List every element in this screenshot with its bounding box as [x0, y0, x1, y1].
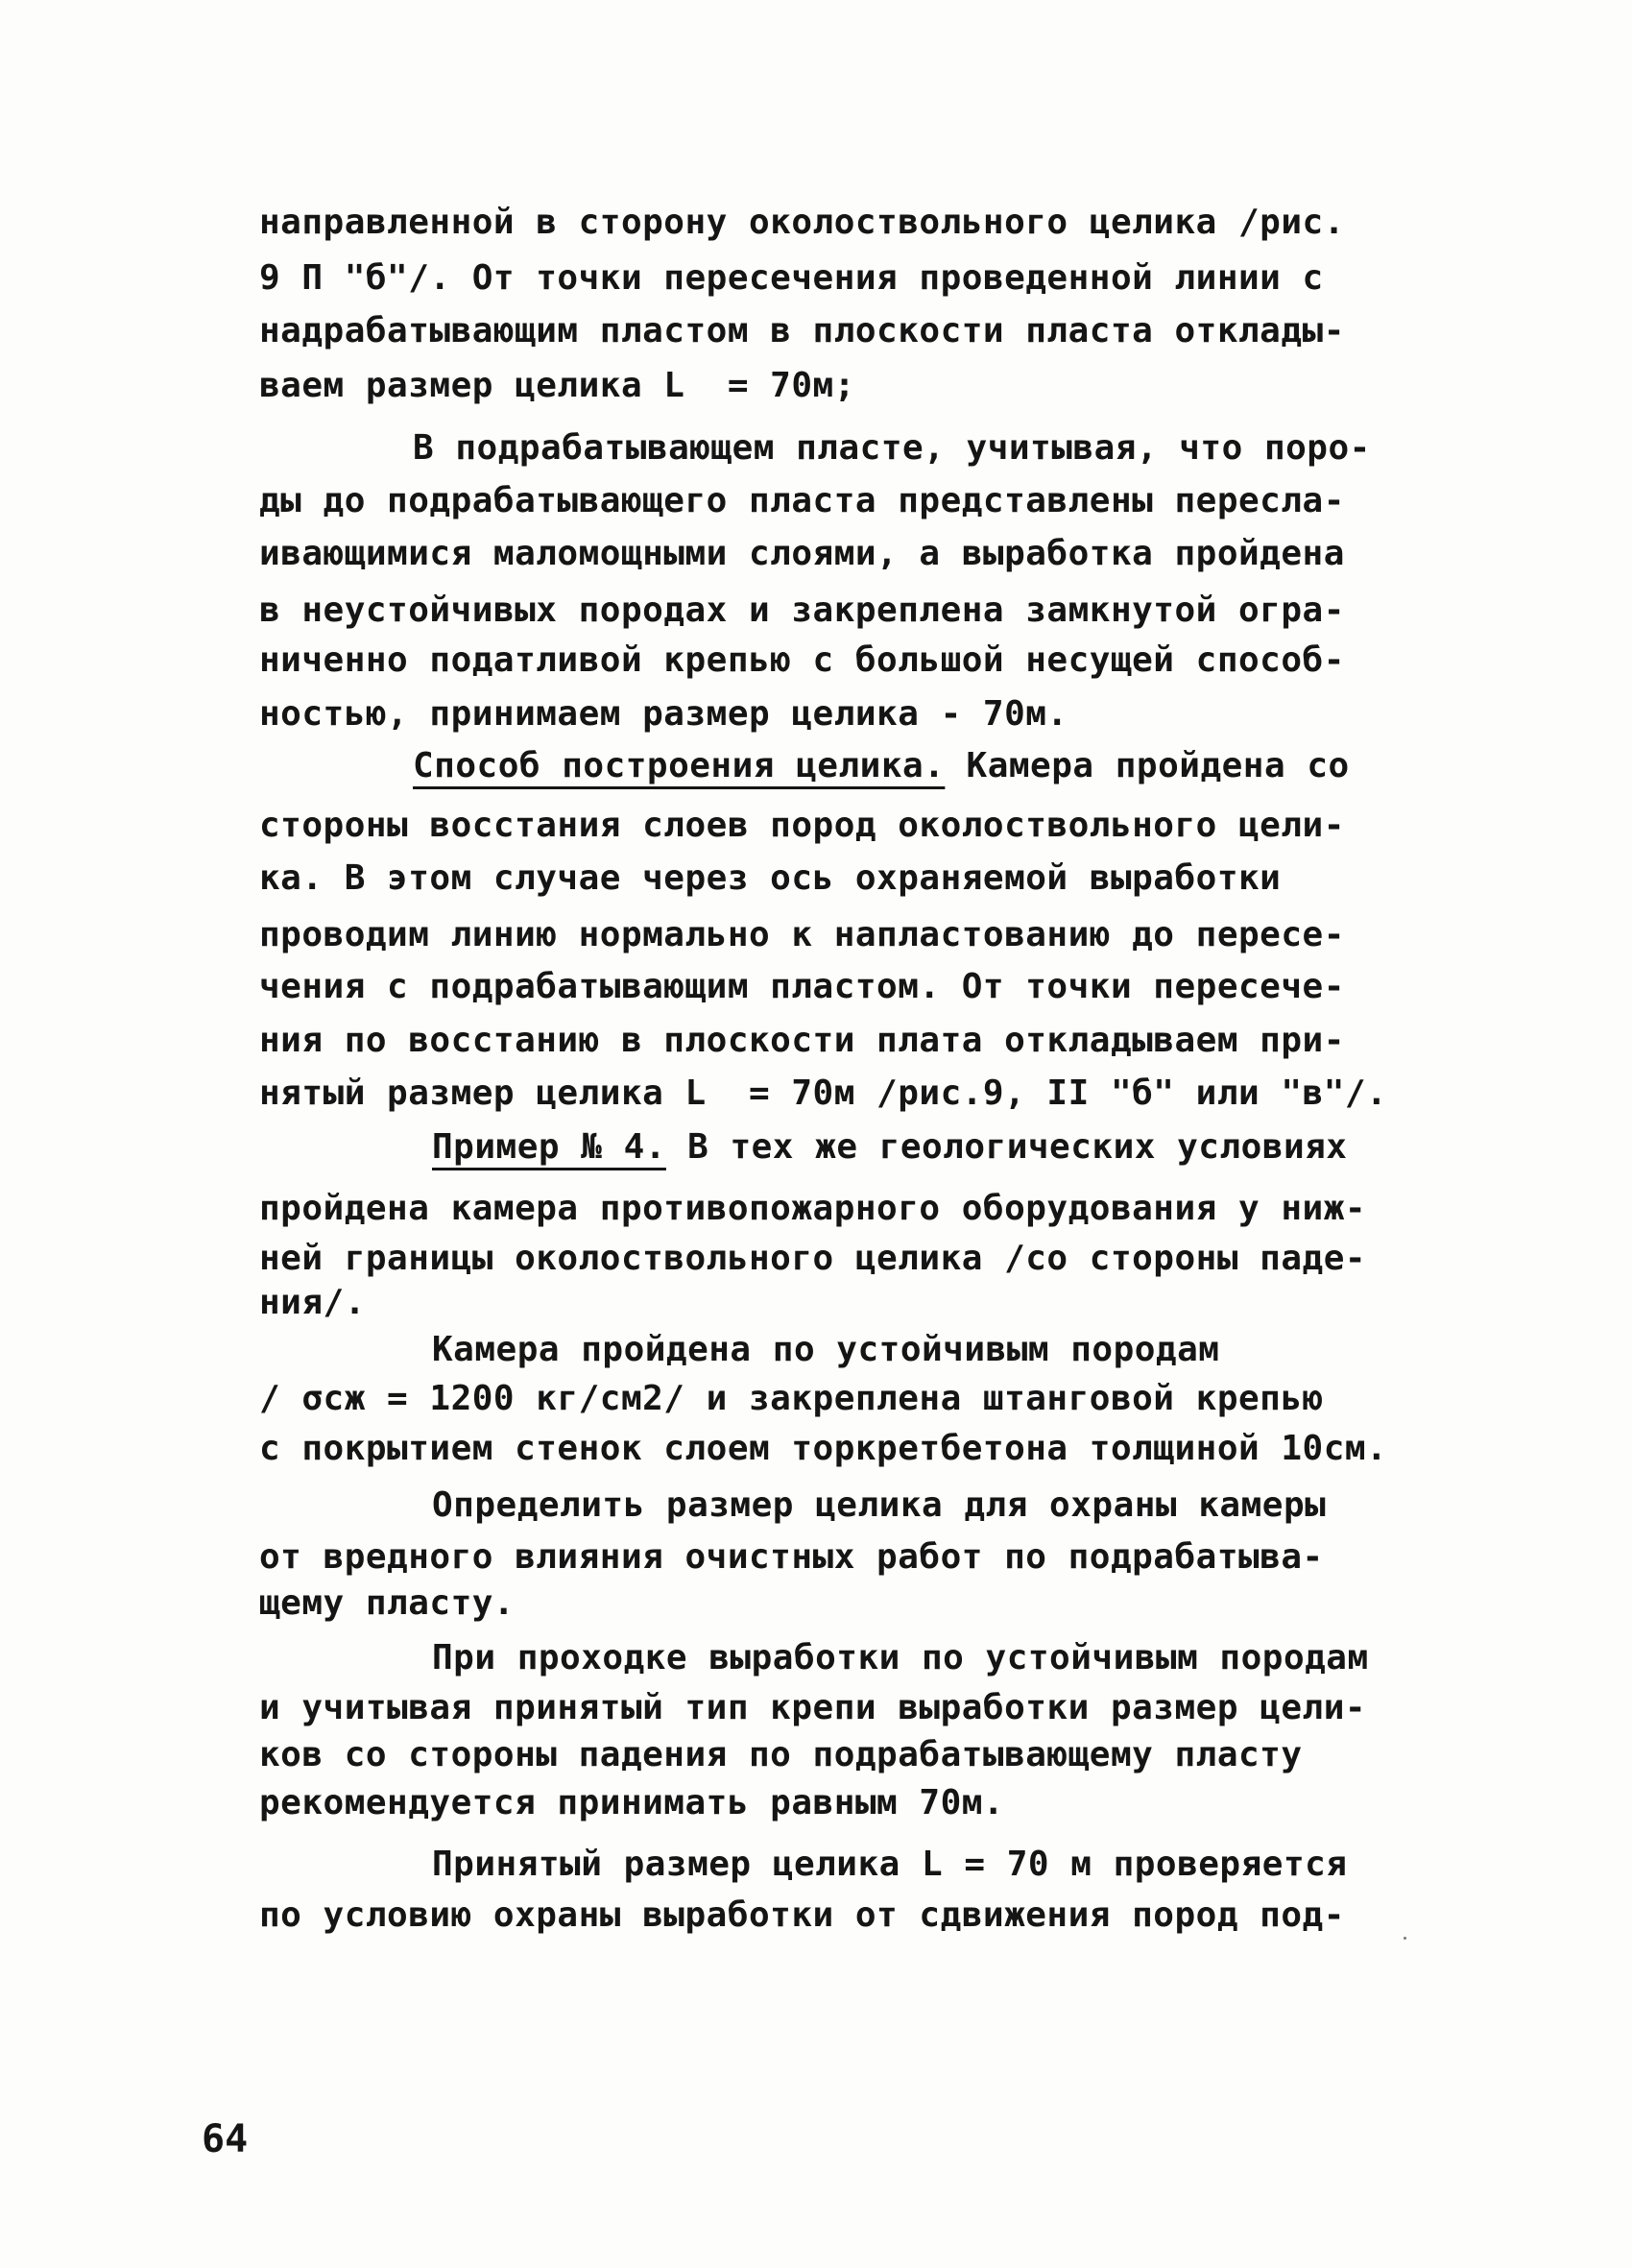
text-line: ностью, принимаем размер целика - 70м. — [259, 694, 1068, 734]
text-line: ивающимися маломощными слоями, а выработка пройдена — [259, 534, 1345, 573]
text-line: щему пласту. — [259, 1583, 516, 1623]
text-line: Определить размер целика для охраны камеры — [432, 1485, 1327, 1525]
text-line: ней границы околоствольного целика /со стороны паде- — [259, 1239, 1367, 1278]
text-line: от вредного влияния очистных работ по подрабатыва- — [259, 1537, 1324, 1577]
text-line: / σсж = 1200 кг/см2/ и закреплена штанговой крепью — [259, 1379, 1324, 1418]
text-line — [432, 1126, 1347, 1169]
text-line: пройдена камера противопожарного оборудования у ниж- — [259, 1189, 1367, 1228]
section-heading: Способ построения целика. — [413, 746, 946, 785]
text-line: ваем размер целика L = 70м; — [259, 366, 855, 405]
page-number: 64 — [202, 2117, 249, 2161]
text-line: по условию охраны выработки от сдвижения пород под- — [259, 1895, 1345, 1935]
text-line: рекомендуется принимать равным 70м. — [259, 1783, 1005, 1822]
text-segment: Камера пройдена со — [945, 746, 1350, 785]
text-line: Камера пройдена по устойчивым породам — [432, 1330, 1220, 1369]
text-line: ния по восстанию в плоскости плата откладываем при- — [259, 1021, 1345, 1060]
text-line — [413, 745, 1350, 787]
text-line: ка. В этом случае через ось охраняемой выработки — [259, 858, 1282, 898]
text-line: В подрабатывающем пласте, учитывая, что поро- — [413, 428, 1371, 468]
text-line: нятый размер целика L = 70м /рис.9, II "б" или "в"/. — [259, 1074, 1388, 1113]
text-line: направленной в сторону околоствольного целика /рис. — [259, 203, 1345, 242]
text-line: с покрытием стенок слоем торкретбетона толщиной 10см. — [259, 1429, 1388, 1468]
text-line: в неустойчивых породах и закреплена замкнутой огра- — [259, 591, 1345, 630]
example-heading: Пример № 4. — [432, 1127, 666, 1167]
text-line: ков со стороны падения по подрабатывающему пласту — [259, 1735, 1303, 1774]
text-line: При проходке выработки по устойчивым породам — [432, 1638, 1369, 1677]
text-line: 9 П "б"/. От точки пересечения проведенной линии с — [259, 258, 1324, 298]
text-line: стороны восстания слоев пород околоствольного цели- — [259, 806, 1345, 845]
text-line: Принятый размер целика L = 70 м проверяется — [432, 1845, 1348, 1884]
text-line: надрабатывающим пластом в плоскости пласта отклады- — [259, 311, 1345, 350]
text-line: чения с подрабатывающим пластом. От точки пересече- — [259, 967, 1345, 1006]
text-line: ниченно податливой крепью с большой несущей способ- — [259, 640, 1345, 680]
text-line: ния/. — [259, 1283, 366, 1322]
text-segment: В тех же геологических условиях — [665, 1127, 1348, 1167]
scan-speck — [1404, 1937, 1406, 1940]
text-line: ды до подрабатывающего пласта представлены пересла- — [259, 481, 1345, 520]
text-line: проводим линию нормально к напластованию до пересе- — [259, 915, 1345, 954]
text-line: и учитывая принятый тип крепи выработки размер цели- — [259, 1688, 1367, 1727]
